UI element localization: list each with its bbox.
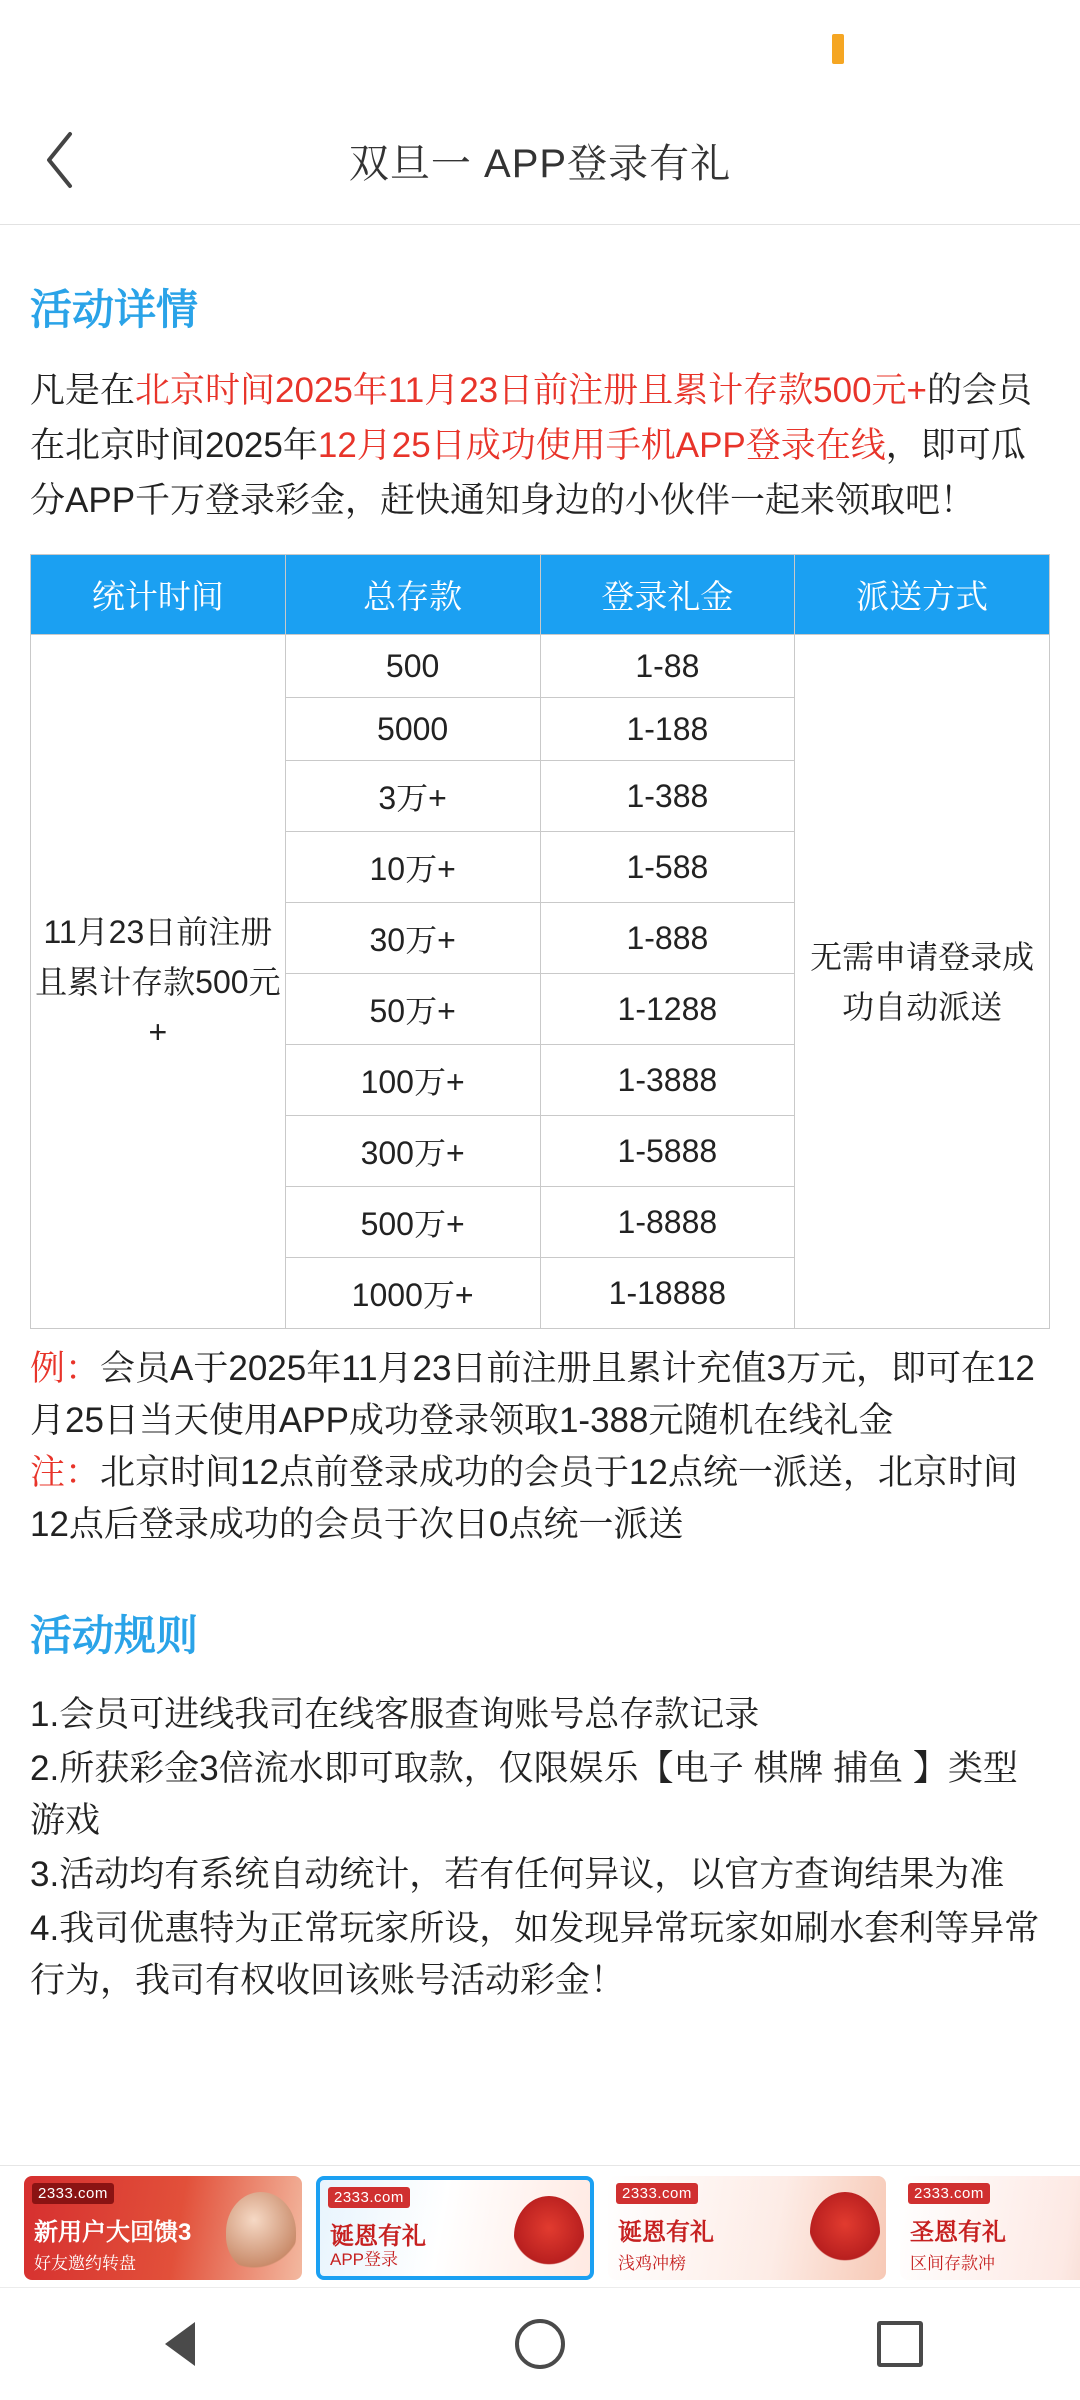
- promo-banner[interactable]: [24, 2176, 302, 2280]
- banner-site-label: 2333.com: [616, 2183, 698, 2204]
- rule-item: 4.我司优惠特为正常玩家所设，如发现异常玩家如刷水套利等异常行为，我司有权收回该账号活动彩金！: [30, 1909, 1040, 2000]
- table-cell-deposit: 300万+: [285, 1116, 540, 1187]
- nav-home-button[interactable]: [480, 2288, 600, 2400]
- example-text: 会员A于2025年11月23日前注册且累计充值3万元，即可在12月25日当天使用APP成功登录领取1-388元随机在线礼金: [30, 1349, 1035, 1440]
- table-cell-gift: 1-3888: [540, 1045, 795, 1116]
- back-triangle-icon: [165, 2322, 195, 2366]
- chevron-left-icon: [42, 128, 82, 192]
- promo-banner-selected[interactable]: [316, 2176, 594, 2280]
- remark-label: 注：: [30, 1453, 101, 1492]
- table-cell-deposit: 1000万+: [285, 1258, 540, 1329]
- back-button[interactable]: [14, 112, 110, 208]
- table-cell-deposit: 3万+: [285, 761, 540, 832]
- activity-details-paragraph: [30, 363, 1050, 528]
- promo-banner[interactable]: [608, 2176, 886, 2280]
- table-header-gift: 登录礼金: [540, 555, 795, 635]
- android-nav-bar: [0, 2287, 1080, 2400]
- banner-decoration-icon: [226, 2192, 296, 2272]
- banner-title: 诞恩有礼: [330, 2223, 426, 2250]
- table-cell-deposit: 30万+: [285, 903, 540, 974]
- table-cell-gift: 1-188: [540, 698, 795, 761]
- banner-subtitle: 好友邀约转盘: [34, 2254, 136, 2273]
- banner-subtitle: APP登录: [330, 2250, 399, 2269]
- banner-subtitle: 浅鸡冲榜: [618, 2254, 686, 2273]
- table-cell-deposit: 500: [285, 635, 540, 698]
- example-label: 例：: [30, 1349, 101, 1388]
- paragraph-highlight-1: 北京时间2025年11月23日前注册且累计存款500元+: [135, 371, 927, 410]
- table-row: [31, 635, 1050, 698]
- banner-site-label: 2333.com: [32, 2183, 114, 2204]
- rule-item: 1.会员可进线我司在线客服查询账号总存款记录: [30, 1695, 760, 1734]
- table-cell-gift: 1-1288: [540, 974, 795, 1045]
- activity-details-title: 活动详情: [30, 286, 199, 333]
- table-header-time: 统计时间: [31, 555, 286, 635]
- app-header: [0, 96, 1080, 225]
- table-header-send: 派送方式: [795, 555, 1050, 635]
- page-content: [0, 225, 1080, 2287]
- table-cell-gift: 1-18888: [540, 1258, 795, 1329]
- nav-recents-button[interactable]: [840, 2288, 960, 2400]
- promo-banner-strip[interactable]: [0, 2165, 1080, 2287]
- table-cell-gift: 1-5888: [540, 1116, 795, 1187]
- activity-rules-title: 活动规则: [30, 1612, 199, 1659]
- home-circle-icon: [515, 2319, 565, 2369]
- paragraph-part-1: 凡是在: [30, 371, 136, 410]
- nav-back-button[interactable]: [120, 2288, 240, 2400]
- banner-title: 诞恩有礼: [618, 2219, 714, 2246]
- table-cell-gift: 1-388: [540, 761, 795, 832]
- promo-banner[interactable]: [900, 2176, 1080, 2280]
- table-header-row: [31, 555, 1050, 635]
- table-header-deposit: 总存款: [285, 555, 540, 635]
- status-bar: [0, 0, 1080, 96]
- banner-subtitle: 区间存款冲: [910, 2254, 995, 2273]
- remark-note: [30, 1447, 1050, 1551]
- banner-title: 新用户大回馈3: [34, 2219, 192, 2246]
- table-cell-deposit: 50万+: [285, 974, 540, 1045]
- table-cell-deposit: 10万+: [285, 832, 540, 903]
- table-cell-gift: 1-88: [540, 635, 795, 698]
- example-note: [30, 1343, 1050, 1447]
- paragraph-highlight-2: 12月25日成功使用手机APP登录在线: [317, 426, 886, 465]
- table-cell-deposit: 100万+: [285, 1045, 540, 1116]
- table-cell-deposit: 500万+: [285, 1187, 540, 1258]
- notification-dot-icon: [832, 34, 844, 64]
- table-cell-gift: 1-888: [540, 903, 795, 974]
- paragraph-part-2: 的会员在北京时间2025年: [30, 371, 1032, 465]
- banner-site-label: 2333.com: [328, 2187, 410, 2208]
- banner-decoration-icon: [514, 2196, 584, 2276]
- paragraph-part-3: ，即可瓜分APP千万登录彩金，赶快通知身边的小伙伴一起来领取吧！: [30, 426, 1026, 520]
- table-cell-gift: 1-588: [540, 832, 795, 903]
- banner-decoration-icon: [810, 2192, 880, 2272]
- remark-text: 北京时间12点前登录成功的会员于12点统一派送，北京时间12点后登录成功的会员于次日0点统一派送: [30, 1453, 1018, 1544]
- rule-item: 3.活动均有系统自动统计，若有任何异议，以官方查询结果为准: [30, 1855, 1005, 1894]
- banner-site-label: 2333.com: [908, 2183, 990, 2204]
- rules-list: [30, 1689, 1050, 2007]
- banner-title: 圣恩有礼: [910, 2219, 1006, 2246]
- table-cell-deposit: 5000: [285, 698, 540, 761]
- table-cell-send-merged: 无需申请登录成功自动派送: [795, 635, 1050, 1329]
- reward-table: [30, 554, 1050, 1329]
- table-cell-gift: 1-8888: [540, 1187, 795, 1258]
- table-cell-time-merged: 11月23日前注册且累计存款500元+: [31, 635, 286, 1329]
- page-title: 双旦一 APP登录有礼: [348, 141, 732, 186]
- recents-square-icon: [877, 2321, 923, 2367]
- rule-item: 2.所获彩金3倍流水即可取款，仅限娱乐【电子 棋牌 捕鱼 】类型游戏: [30, 1749, 1018, 1840]
